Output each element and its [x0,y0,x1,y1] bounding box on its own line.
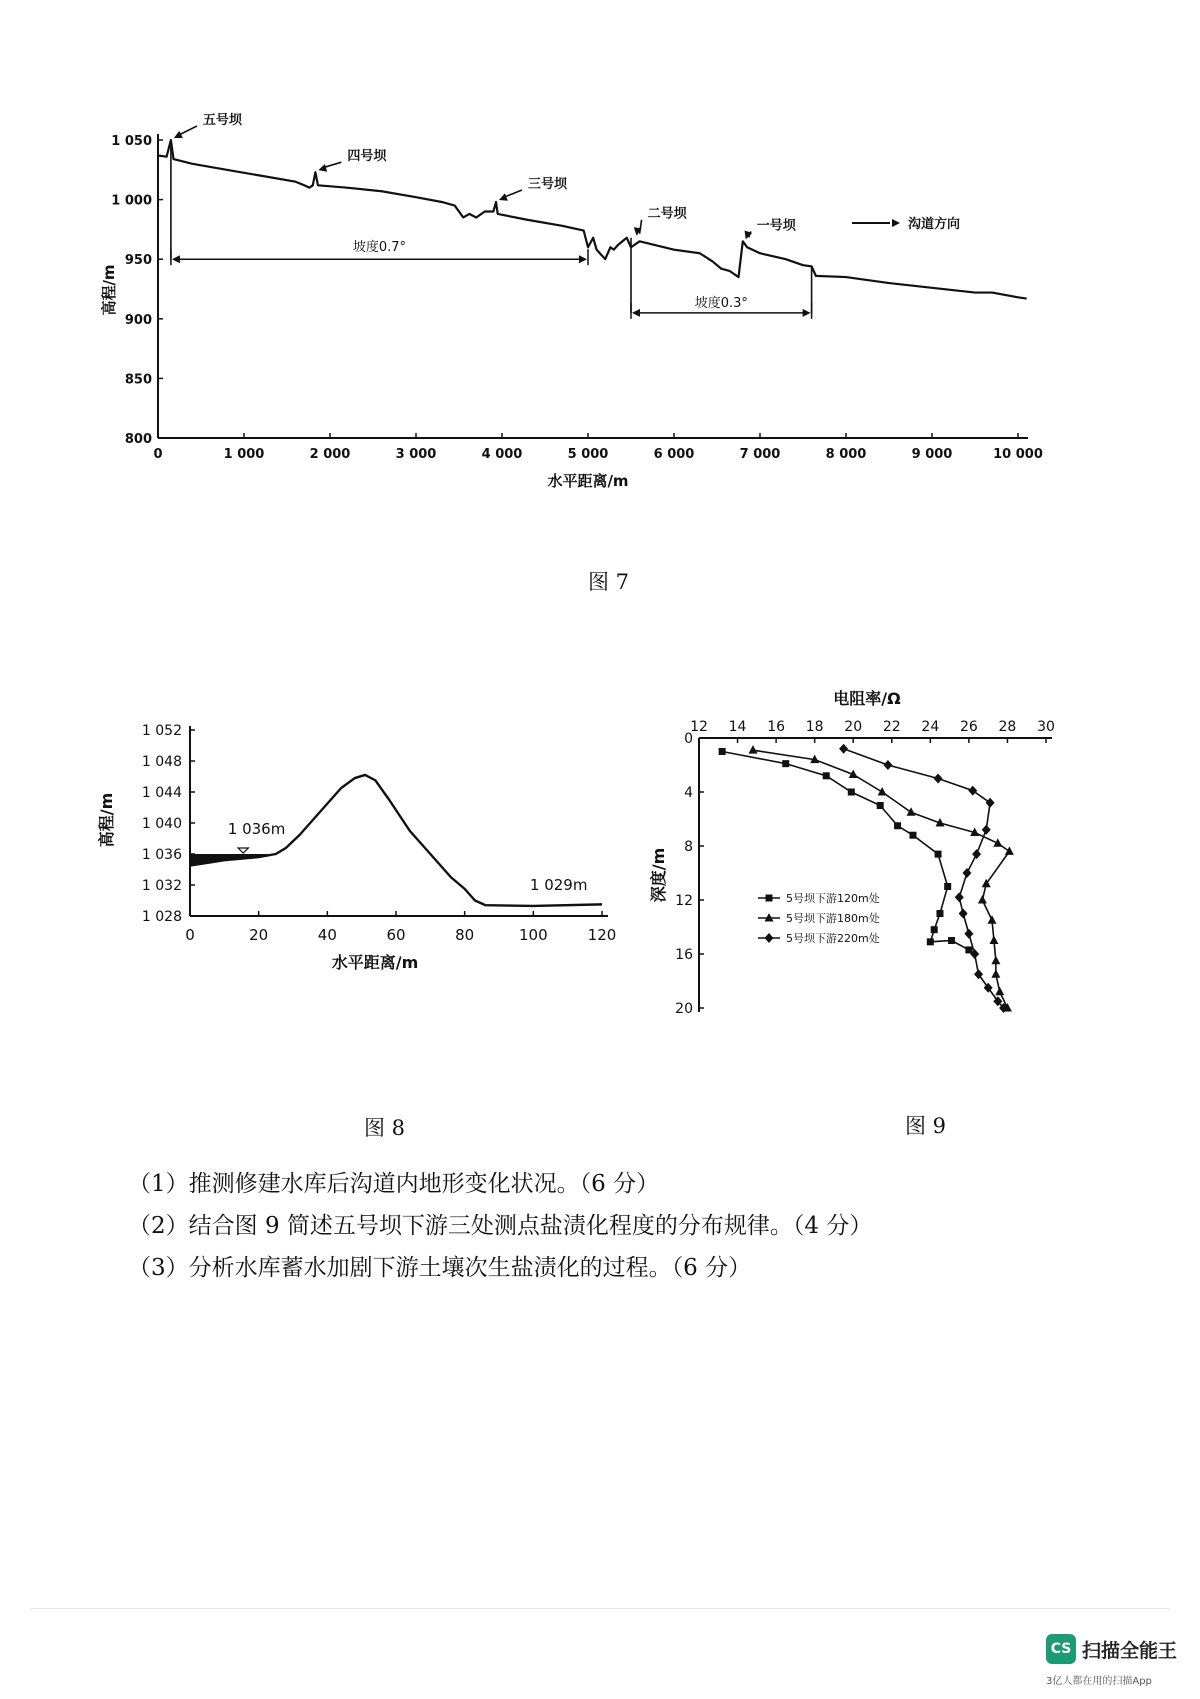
figure-8-caption: 图 8 [364,1116,406,1140]
x-tick-label: 100 [519,926,548,944]
legend-label: 5号坝下游180m处 [786,912,880,925]
flow-direction-label: 沟道方向 [908,217,961,232]
x-tick-label: 20 [249,926,269,944]
x-tick-label: 26 [959,719,978,735]
square-data-point [848,789,855,796]
diamond-data-point [972,849,981,859]
x-tick-label: 7 000 [739,447,781,462]
app-slogan: 3亿人都在用的扫描App [1046,1676,1152,1687]
figure-9-caption: 图 9 [905,1114,947,1138]
x-tick-label: 6 000 [653,447,695,462]
square-data-point [927,938,934,945]
y-axis-title: 深度/m [649,847,668,903]
square-data-point [931,926,938,933]
square-data-point [948,937,955,944]
water-level-marker-icon [238,848,248,853]
dam-label: 五号坝 [202,113,242,128]
x-axis-title: 水平距离/m [547,472,629,490]
camscanner-logo-icon: CS [1046,1634,1076,1664]
diamond-data-point [839,744,848,754]
dam-label: 一号坝 [756,218,796,234]
x-tick-label: 10 000 [993,447,1043,462]
legend-marker-icon [766,895,773,902]
diamond-data-point [968,786,977,796]
x-tick-label: 0 [153,447,163,462]
dam-label: 三号坝 [527,176,567,192]
legend-label: 5号坝下游120m处 [786,892,880,905]
y-tick-label: 1 028 [141,909,182,925]
x-tick-label: 30 [1037,719,1055,735]
slope-arrow-left [172,255,180,263]
dam-label: 四号坝 [347,149,387,165]
legend-marker-icon [765,933,774,943]
dam-arrow-head [318,164,327,172]
flow-direction-arrow-head [892,219,900,227]
y-tick-label: 8 [684,839,693,855]
diamond-data-point [962,868,971,878]
triangle-data-point [995,987,1004,996]
square-data-point [894,822,901,829]
x-axis-title: 电阻率/Ω [833,689,901,708]
x-tick-label: 40 [317,926,337,944]
x-tick-label: 1 000 [223,447,265,462]
y-tick-label: 800 [124,432,152,447]
triangle-data-point [907,807,916,816]
figure-7-elevation-profile [100,113,1140,540]
question-2: （2）结合图 9 简述五号坝下游三处测点盐渍化程度的分布规律。（4 分） [128,1213,873,1239]
y-tick-label: 1 050 [111,134,152,149]
square-data-point [965,946,972,953]
triangle-data-point [988,915,997,924]
y-tick-label: 1 000 [111,193,152,209]
square-data-point [823,772,830,779]
diamond-data-point [934,774,943,784]
resistivity-series-line [844,749,1004,1008]
x-axis-title: 水平距离/m [331,953,419,972]
y-tick-label: 950 [124,253,152,269]
y-tick-label: 900 [124,312,152,328]
x-tick-label: 4 000 [481,447,523,462]
dam-label: 二号坝 [647,206,687,222]
y-tick-label: 16 [675,947,693,963]
x-tick-label: 28 [998,719,1017,735]
elevation-profile-line [158,140,1027,299]
x-tick-label: 8 000 [825,447,867,462]
y-tick-label: 850 [124,372,152,388]
diamond-data-point [982,825,991,835]
downstream-level-label: 1 029m [529,875,588,894]
scanner-app-watermark [1046,1634,1192,1696]
diamond-data-point [955,892,964,902]
triangle-data-point [989,936,998,945]
x-tick-label: 120 [587,926,617,944]
triangle-data-point [991,969,1000,978]
x-tick-label: 18 [805,719,824,735]
y-tick-label: 1 036 [141,847,182,863]
question-list [128,1163,1148,1289]
question-1: （1）推测修建水库后沟道内地形变化状况。（6 分） [128,1171,660,1197]
x-tick-label: 22 [882,719,901,735]
diamond-data-point [986,798,995,808]
triangle-data-point [1005,846,1014,855]
x-tick-label: 16 [767,719,786,735]
y-tick-label: 1 032 [141,878,182,894]
slope-arrow-right [803,309,811,317]
legend-label: 5号坝下游220m处 [786,932,880,945]
triangle-data-point [991,956,1000,965]
x-tick-label: 5 000 [567,447,609,462]
footer-divider [30,1608,1170,1609]
slope-arrow-left [632,309,640,317]
dam-arrow-shaft [640,220,642,234]
slope-arrow-right [579,255,587,263]
x-tick-label: 9 000 [911,447,953,462]
square-data-point [877,802,884,809]
triangle-data-point [978,895,987,904]
app-name: 扫描全能王 [1082,1640,1178,1662]
diamond-data-point [959,909,968,919]
y-tick-label: 0 [684,731,693,747]
x-tick-label: 0 [185,926,195,944]
y-tick-label: 1 040 [141,816,182,832]
slope-label: 坡度0.3° [694,295,748,311]
y-tick-label: 1 048 [141,754,182,770]
y-tick-label: 1 044 [141,785,182,801]
square-data-point [936,910,943,917]
square-data-point [944,883,951,890]
x-tick-label: 24 [921,719,940,735]
y-tick-label: 12 [675,893,693,909]
y-axis-title: 高程/m [100,264,118,316]
y-axis-title: 高程/m [97,792,116,848]
x-tick-label: 80 [455,926,475,944]
y-tick-label: 4 [684,785,693,801]
triangle-data-point [878,787,887,796]
square-data-point [782,760,789,767]
x-tick-label: 2 000 [309,447,351,462]
figure-8-dam-cross-section [90,723,690,1090]
x-tick-label: 12 [690,719,708,735]
diamond-data-point [883,760,892,770]
slope-label: 坡度0.7° [352,240,407,256]
diamond-data-point [964,929,973,939]
y-tick-label: 20 [675,1001,693,1017]
square-data-point [935,851,942,858]
x-tick-label: 60 [386,926,406,944]
question-3: （3）分析水库蓄水加剧下游土壤次生盐渍化的过程。（6 分） [128,1255,752,1281]
y-tick-label: 1 052 [141,723,182,739]
water-level-label: 1 036m [227,820,286,838]
x-tick-label: 20 [844,719,863,735]
x-tick-label: 14 [728,719,747,735]
triangle-data-point [748,745,757,754]
x-tick-label: 3 000 [395,447,437,462]
square-data-point [719,748,726,755]
figure-7-caption: 图 7 [588,570,630,594]
square-data-point [909,832,916,839]
figure-9-resistivity-depth [649,689,1170,1090]
